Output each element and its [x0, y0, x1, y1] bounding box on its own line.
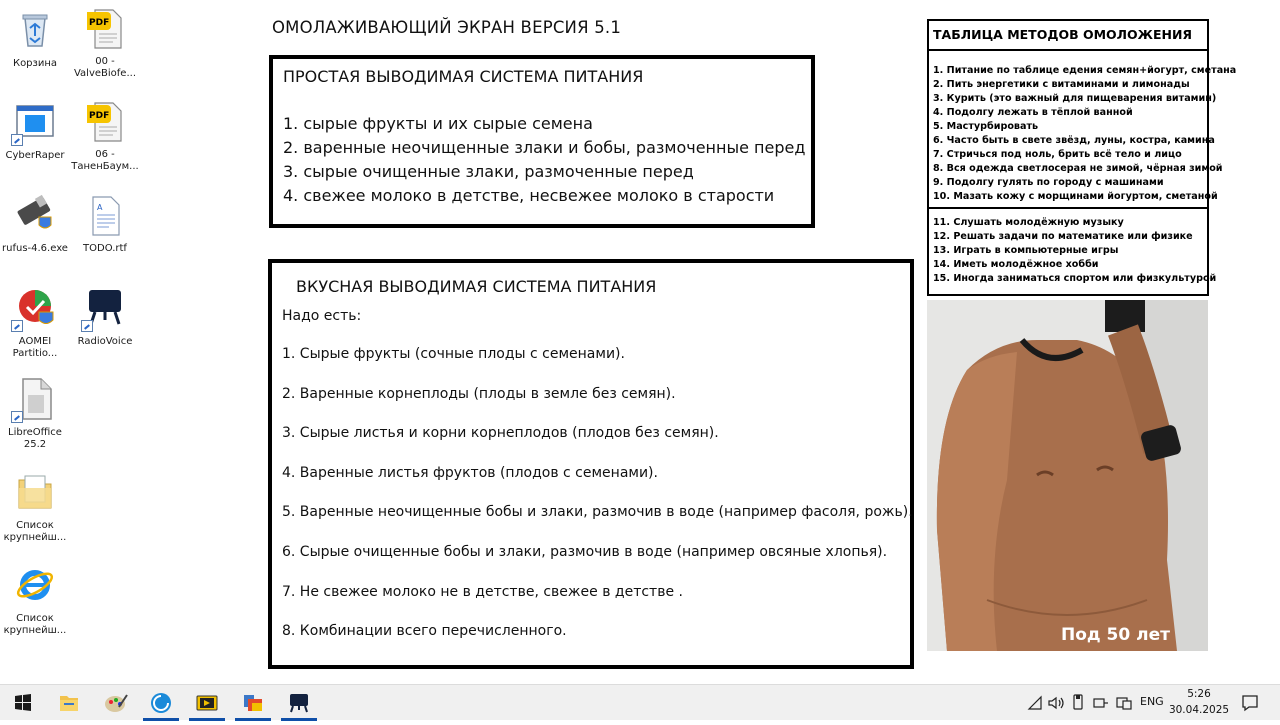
desktop-icon-label: LibreOffice 25.2: [8, 427, 62, 450]
desktop-icon-todo[interactable]: [70, 193, 140, 255]
shortcut-arrow-icon: [81, 320, 93, 332]
language-indicator[interactable]: ENG: [1140, 695, 1164, 708]
desktop-icon-radiovoice[interactable]: [70, 286, 140, 348]
libreoffice-icon: [13, 377, 57, 421]
desktop-icon-label: 00 - ValveBiofe...: [73, 56, 136, 79]
clock-date: 30.04.2025: [1168, 704, 1230, 716]
method-item: 3. Курить (это важный для пищеварения витамин): [933, 93, 1217, 104]
desktop-icon-recycle-bin[interactable]: [0, 8, 70, 70]
list-item: 6. Сырые очищенные бобы и злаки, размочив в воде (например овсяные хлопья).: [282, 543, 888, 560]
start-button[interactable]: [0, 685, 44, 721]
files-app-icon: [231, 685, 275, 721]
usb-device-icon[interactable]: [1071, 693, 1085, 713]
photo-caption: Под 50 лет: [1061, 625, 1170, 645]
desktop-icon-label: rufus-4.6.exe: [2, 243, 68, 254]
method-item: 6. Часто быть в свете звёзд, луны, костра, камина: [933, 135, 1215, 146]
pdf-document-icon: [83, 6, 127, 50]
list-item: 1. Сырые фрукты (сочные плоды с семенами).: [282, 346, 625, 362]
start-icon: [0, 685, 44, 721]
list-item: 7. Не свежее молоко не в детстве, свежее в детстве .: [282, 583, 683, 600]
taskbar-file-explorer[interactable]: [47, 685, 91, 721]
shortcut-arrow-icon: [11, 134, 23, 146]
taskbar-paint[interactable]: [93, 685, 137, 721]
list-item: 3. Сырые листья и корни корнеплодов (плодов без семян).: [282, 425, 719, 442]
desktop-icon-rufus[interactable]: [0, 193, 70, 255]
desktop-icon-label: 06 - ТаненБаум...: [71, 149, 139, 172]
list-item: 5. Варенные неочищенные бобы и злаки, размочив в воде (например фасоля, рожь).: [282, 504, 913, 521]
svg-text:A: A: [97, 203, 103, 212]
tasty-nutrition-heading: ВКУСНАЯ ВЫВОДИМАЯ СИСТЕМА ПИТАНИЯ: [296, 277, 657, 296]
aomei-partition-icon: [13, 286, 57, 330]
desktop-icon-label: AOMEI Partitio...: [12, 336, 58, 359]
clock[interactable]: [1166, 686, 1232, 718]
desktop-icon-cyberraper[interactable]: [0, 100, 70, 162]
desktop-icon-libreoffice[interactable]: [0, 377, 70, 451]
radiovoice-icon: [277, 685, 321, 721]
method-item: 15. Иногда заниматься спортом или физкультурой: [933, 273, 1217, 284]
clock-time: 5:26: [1187, 688, 1211, 700]
method-item: 10. Мазать кожу с морщинами йогуртом, сметаной: [933, 191, 1218, 202]
usb-drive-icon: [13, 193, 57, 237]
list-item: 8. Комбинации всего перечисленного.: [282, 623, 567, 640]
method-item: 1. Питание по таблице едения семян+йогурт, сметана: [933, 65, 1237, 76]
wifi-icon[interactable]: [1027, 693, 1043, 713]
internet-explorer-icon: [13, 563, 57, 607]
rtf-document-icon: [83, 193, 127, 237]
network-icon[interactable]: [1092, 693, 1110, 713]
svg-text:PDF: PDF: [89, 18, 110, 28]
paint-icon: [93, 685, 137, 721]
simple-nutrition-heading: ПРОСТАЯ ВЫВОДИМАЯ СИСТЕМА ПИТАНИЯ: [283, 67, 644, 86]
taskbar: [0, 684, 1280, 720]
method-item: 14. Иметь молодёжное хобби: [933, 259, 1099, 270]
tasty-nutrition-box: [268, 259, 914, 669]
media-player-icon: [185, 685, 229, 721]
desktop-icon-label: RadioVoice: [77, 336, 133, 347]
method-item: 2. Пить энергетики с витаминами и лимонады: [933, 79, 1190, 90]
methods-section-2: [929, 209, 1217, 288]
pdf-document-icon: [83, 99, 127, 143]
taskbar-browser[interactable]: [139, 685, 183, 721]
method-item: 7. Стричься под ноль, брить всё тело и лицо: [933, 149, 1182, 160]
application-window-icon: [13, 100, 57, 144]
person-photo-illustration: [927, 300, 1208, 651]
folder-document-icon: [13, 470, 57, 514]
desktop-icon-list-folder[interactable]: [0, 470, 70, 544]
method-item: 13. Играть в компьютерные игры: [933, 245, 1119, 256]
shortcut-arrow-icon: [11, 411, 23, 423]
volume-icon[interactable]: [1047, 693, 1065, 713]
method-item: 5. Мастурбировать: [933, 121, 1039, 132]
photo: [927, 300, 1208, 651]
methods-section-1: [929, 51, 1237, 209]
method-item: 4. Подолгу лежать в тёплой ванной: [933, 107, 1133, 118]
radiovoice-icon: [83, 286, 127, 330]
taskbar-media-player[interactable]: [185, 685, 229, 721]
taskbar-files-app[interactable]: [231, 685, 275, 721]
notifications-icon[interactable]: [1240, 693, 1260, 713]
desktop-icon-label: Корзина: [12, 58, 58, 69]
file-explorer-icon: [47, 685, 91, 721]
desktop-icon-aomei[interactable]: [0, 286, 70, 360]
list-item: 4. свежее молоко в детстве, несвежее молоко в старости: [283, 186, 775, 205]
desktop-icon-pdf-tanenbaum[interactable]: [70, 99, 140, 173]
tasty-nutrition-intro: Надо есть:: [282, 308, 362, 324]
desktop-icon-label: Список крупнейш...: [3, 613, 67, 636]
list-item: 4. Варенные листья фруктов (плодов с семенами).: [282, 464, 658, 481]
method-item: 8. Вся одежда светлосерая не зимой, чёрная зимой: [933, 163, 1223, 174]
method-item: 12. Решать задачи по математике или физике: [933, 231, 1193, 242]
desktop-icon-pdf-valve[interactable]: [70, 6, 140, 80]
svg-text:PDF: PDF: [89, 111, 110, 121]
method-item: 11. Слушать молодёжную музыку: [933, 217, 1124, 228]
taskbar-radiovoice[interactable]: [277, 685, 321, 721]
method-item: 9. Подолгу гулять по городу с машинами: [933, 177, 1164, 188]
simple-nutrition-list: [283, 112, 806, 208]
desktop-icon-label: TODO.rtf: [83, 243, 127, 254]
desktop-icon-label: Список крупнейш...: [3, 520, 67, 543]
browser-icon: [139, 685, 183, 721]
list-item: 2. Варенные корнеплоды (плоды в земле без семян).: [282, 385, 676, 402]
simple-nutrition-box: [269, 55, 815, 228]
list-item: 2. варенные неочищенные злаки и бобы, размоченные перед: [283, 138, 806, 157]
recycle-bin-icon: [13, 8, 57, 52]
desktop-icon-label: CyberRaper: [5, 150, 65, 161]
taskview-icon[interactable]: [1115, 693, 1133, 713]
desktop-icon-list-ie[interactable]: [0, 563, 70, 637]
shortcut-arrow-icon: [11, 320, 23, 332]
screen-title: ОМОЛАЖИВАЮЩИЙ ЭКРАН ВЕРСИЯ 5.1: [272, 18, 622, 37]
rejuvenation-methods-table: [927, 19, 1237, 296]
methods-table-heading: ТАБЛИЦА МЕТОДОВ ОМОЛОЖЕНИЯ: [929, 21, 1207, 51]
list-item: 3. сырые очищенные злаки, размоченные перед: [283, 162, 694, 181]
list-item: 1. сырые фрукты и их сырые семена: [283, 114, 593, 133]
